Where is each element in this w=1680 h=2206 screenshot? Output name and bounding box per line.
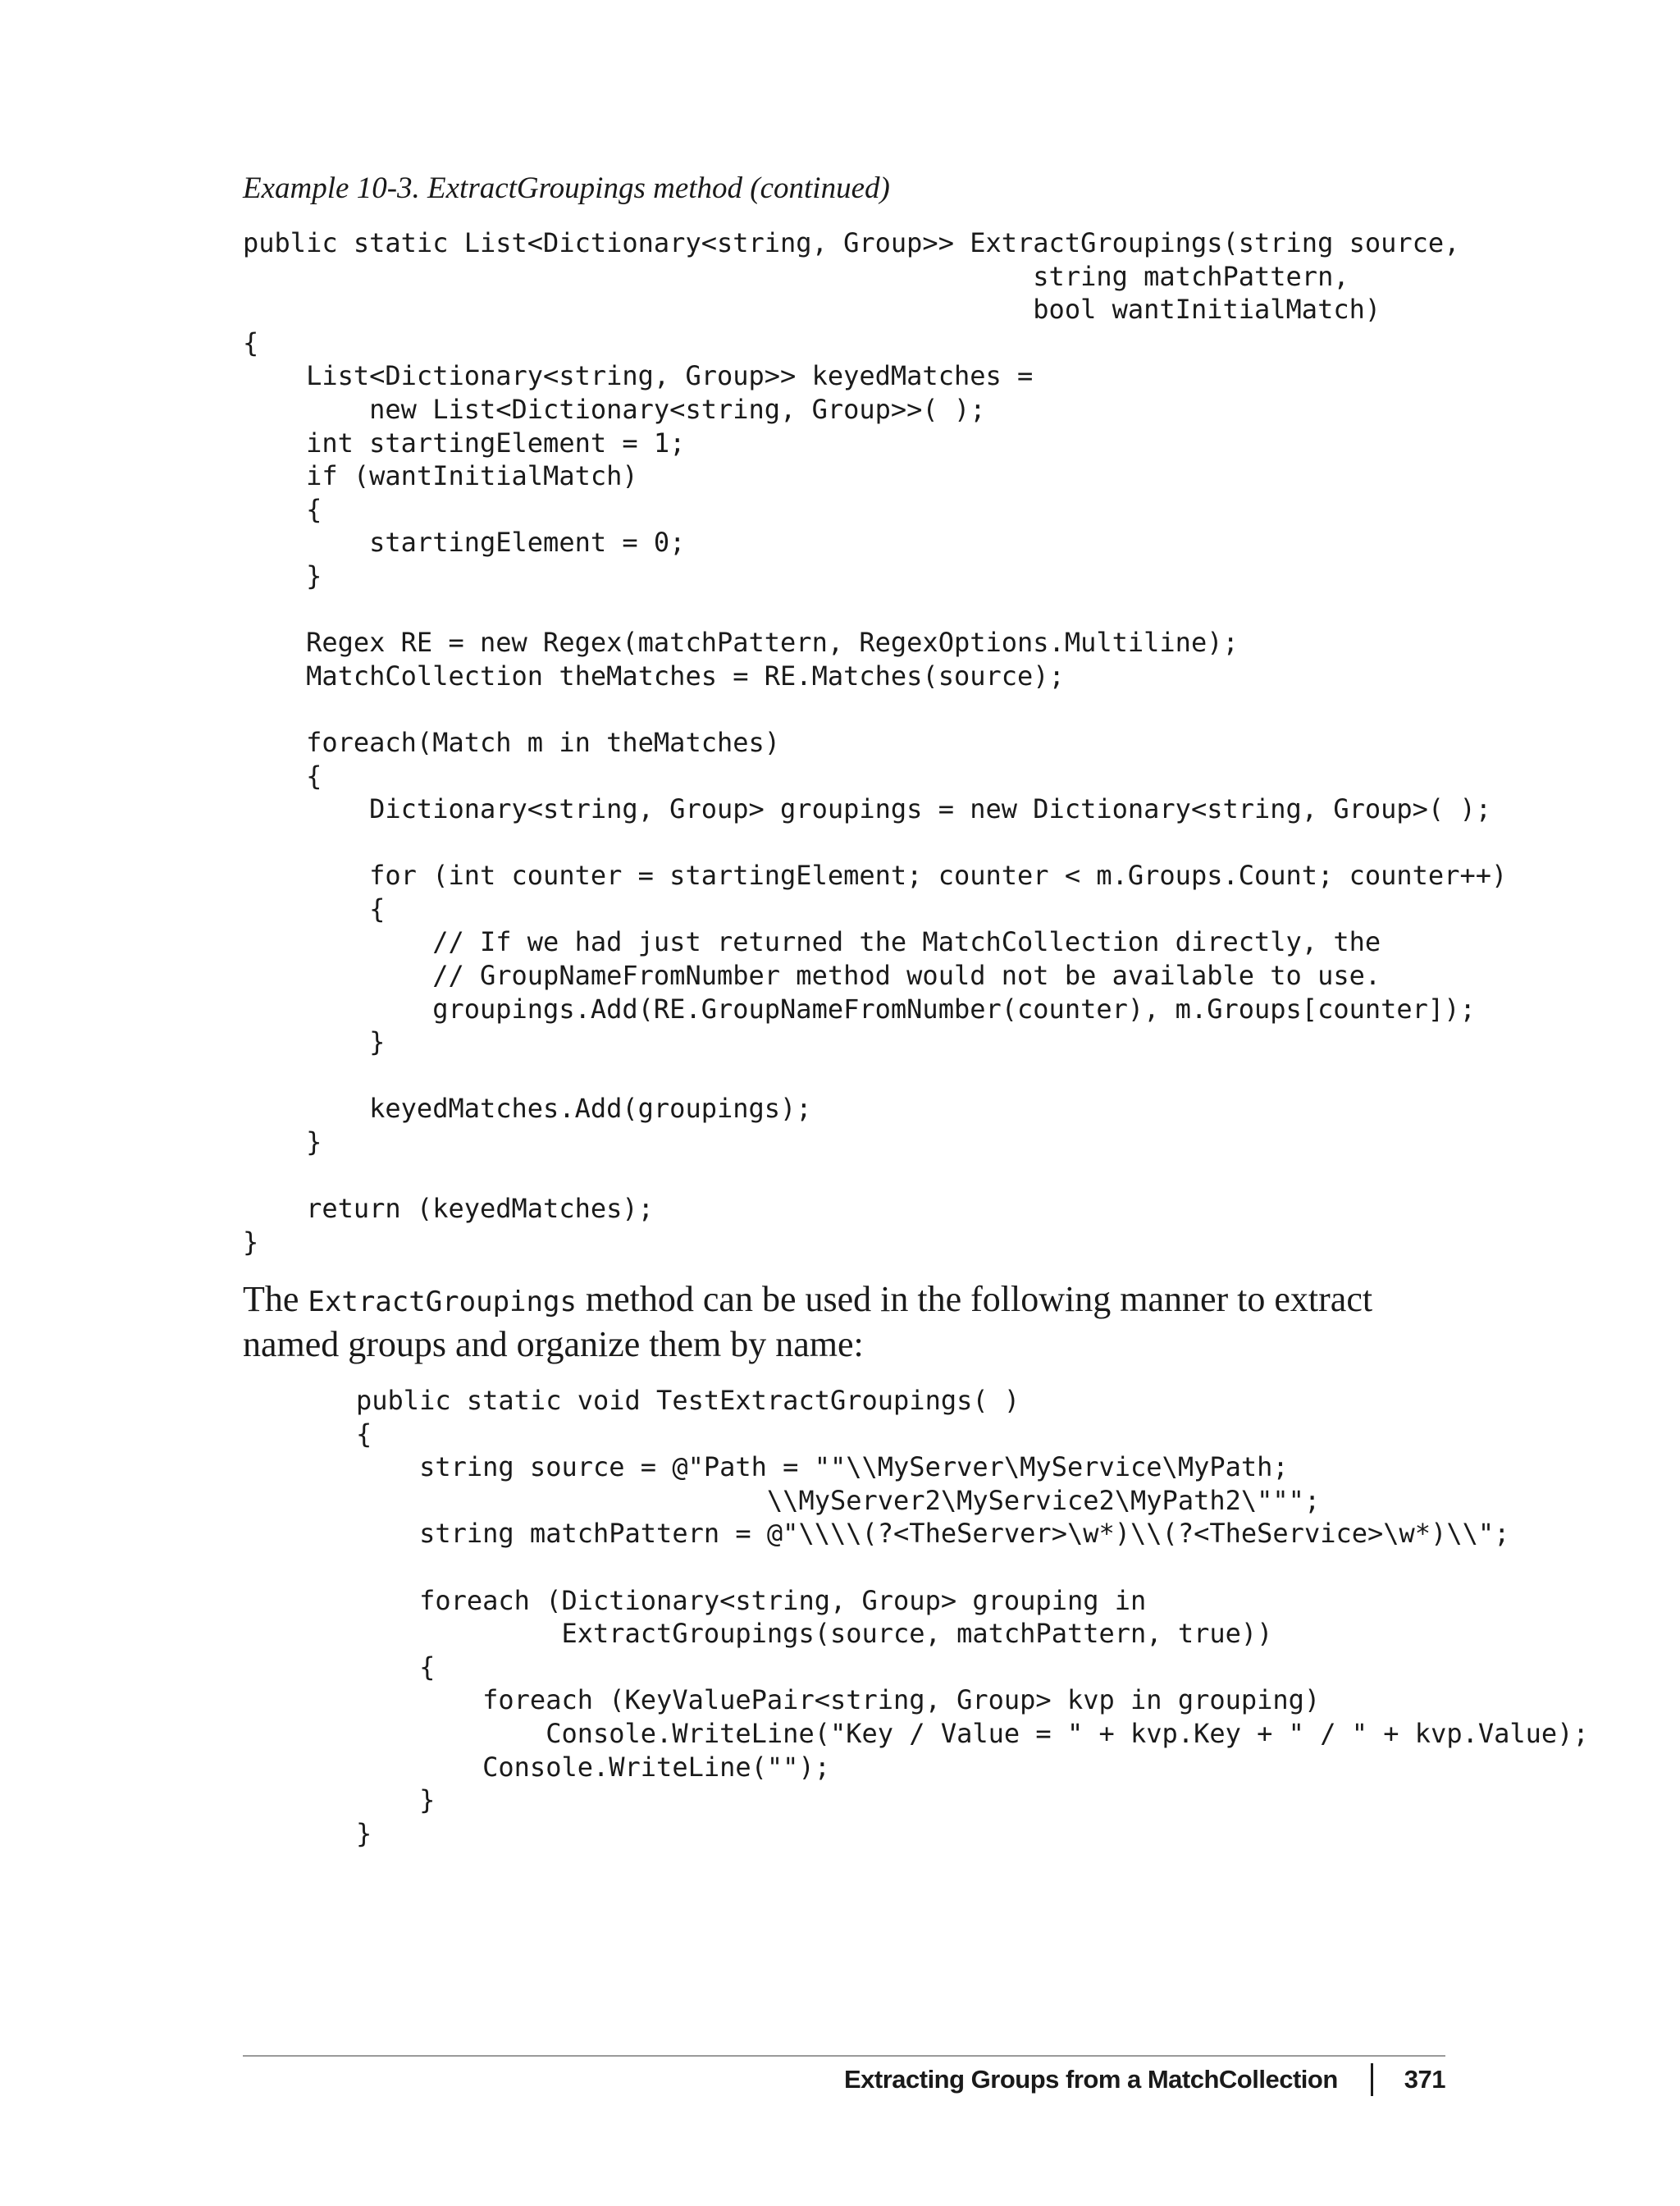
footer-separator: [1371, 2063, 1373, 2096]
code-listing-test-extract-groupings: public static void TestExtractGroupings( ) { string source = @"Path = ""\\MyServer\MyService\MyPath; \\MyServer2\MyService2\MyPath2\"""; string matchPattern = @"\\\\(?<TheServer>\w*)\\(?<TheService>\w*)\\"; foreach (Dictionary<string, Group> grouping in ExtractGroupings(source, matchPattern, true)) { foreach (KeyValuePair<string, Group> kvp in grouping) Console.WriteLine("Key / Value = " + kvp.Key + " / " + kvp.Value); Console.WriteLine(""); } }: [356, 1385, 1589, 1849]
code-listing-extract-groupings: public static List<Dictionary<string, Group>> ExtractGroupings(string source, string matchPattern, bool wantInitialMatch) { List<Dictionary<string, Group>> keyedMatches = new List<Dictionary<string, Group>>( ); int startingElement = 1; if (wantInitialMatch) { startingElement = 0; } Regex RE = new Regex(matchPattern, RegexOptions.Multiline); MatchCollection theMatches = RE.Matches(source); foreach(Match m in theMatches) { Dictionary<string, Group> groupings = new Dictionary<string, Group>( ); for (int counter = startingElement; counter < m.Groups.Count; counter++) { // If we had just returned the MatchCollection directly, the // GroupNameFromNumber method would not be available to use. groupings.Add(RE.GroupNameFromNumber(counter), m.Groups[counter]); } keyedMatches.Add(groupings); } return (keyedMatches); }: [243, 227, 1508, 1258]
footer-section-title: Extracting Groups from a MatchCollection: [843, 2065, 1338, 2094]
page-number: 371: [1404, 2065, 1445, 2094]
paragraph-text-after: method can be used in the following manner to extract named groups and organize them by name:: [243, 1279, 1373, 1364]
footer-divider: [243, 2055, 1445, 2057]
inline-code-term: ExtractGroupings: [308, 1286, 577, 1318]
paragraph-text-before: The: [243, 1279, 308, 1319]
body-paragraph: [243, 1278, 1449, 1366]
page-footer: [844, 2059, 1445, 2100]
example-caption: Example 10-3. ExtractGroupings method (continued): [243, 171, 890, 205]
